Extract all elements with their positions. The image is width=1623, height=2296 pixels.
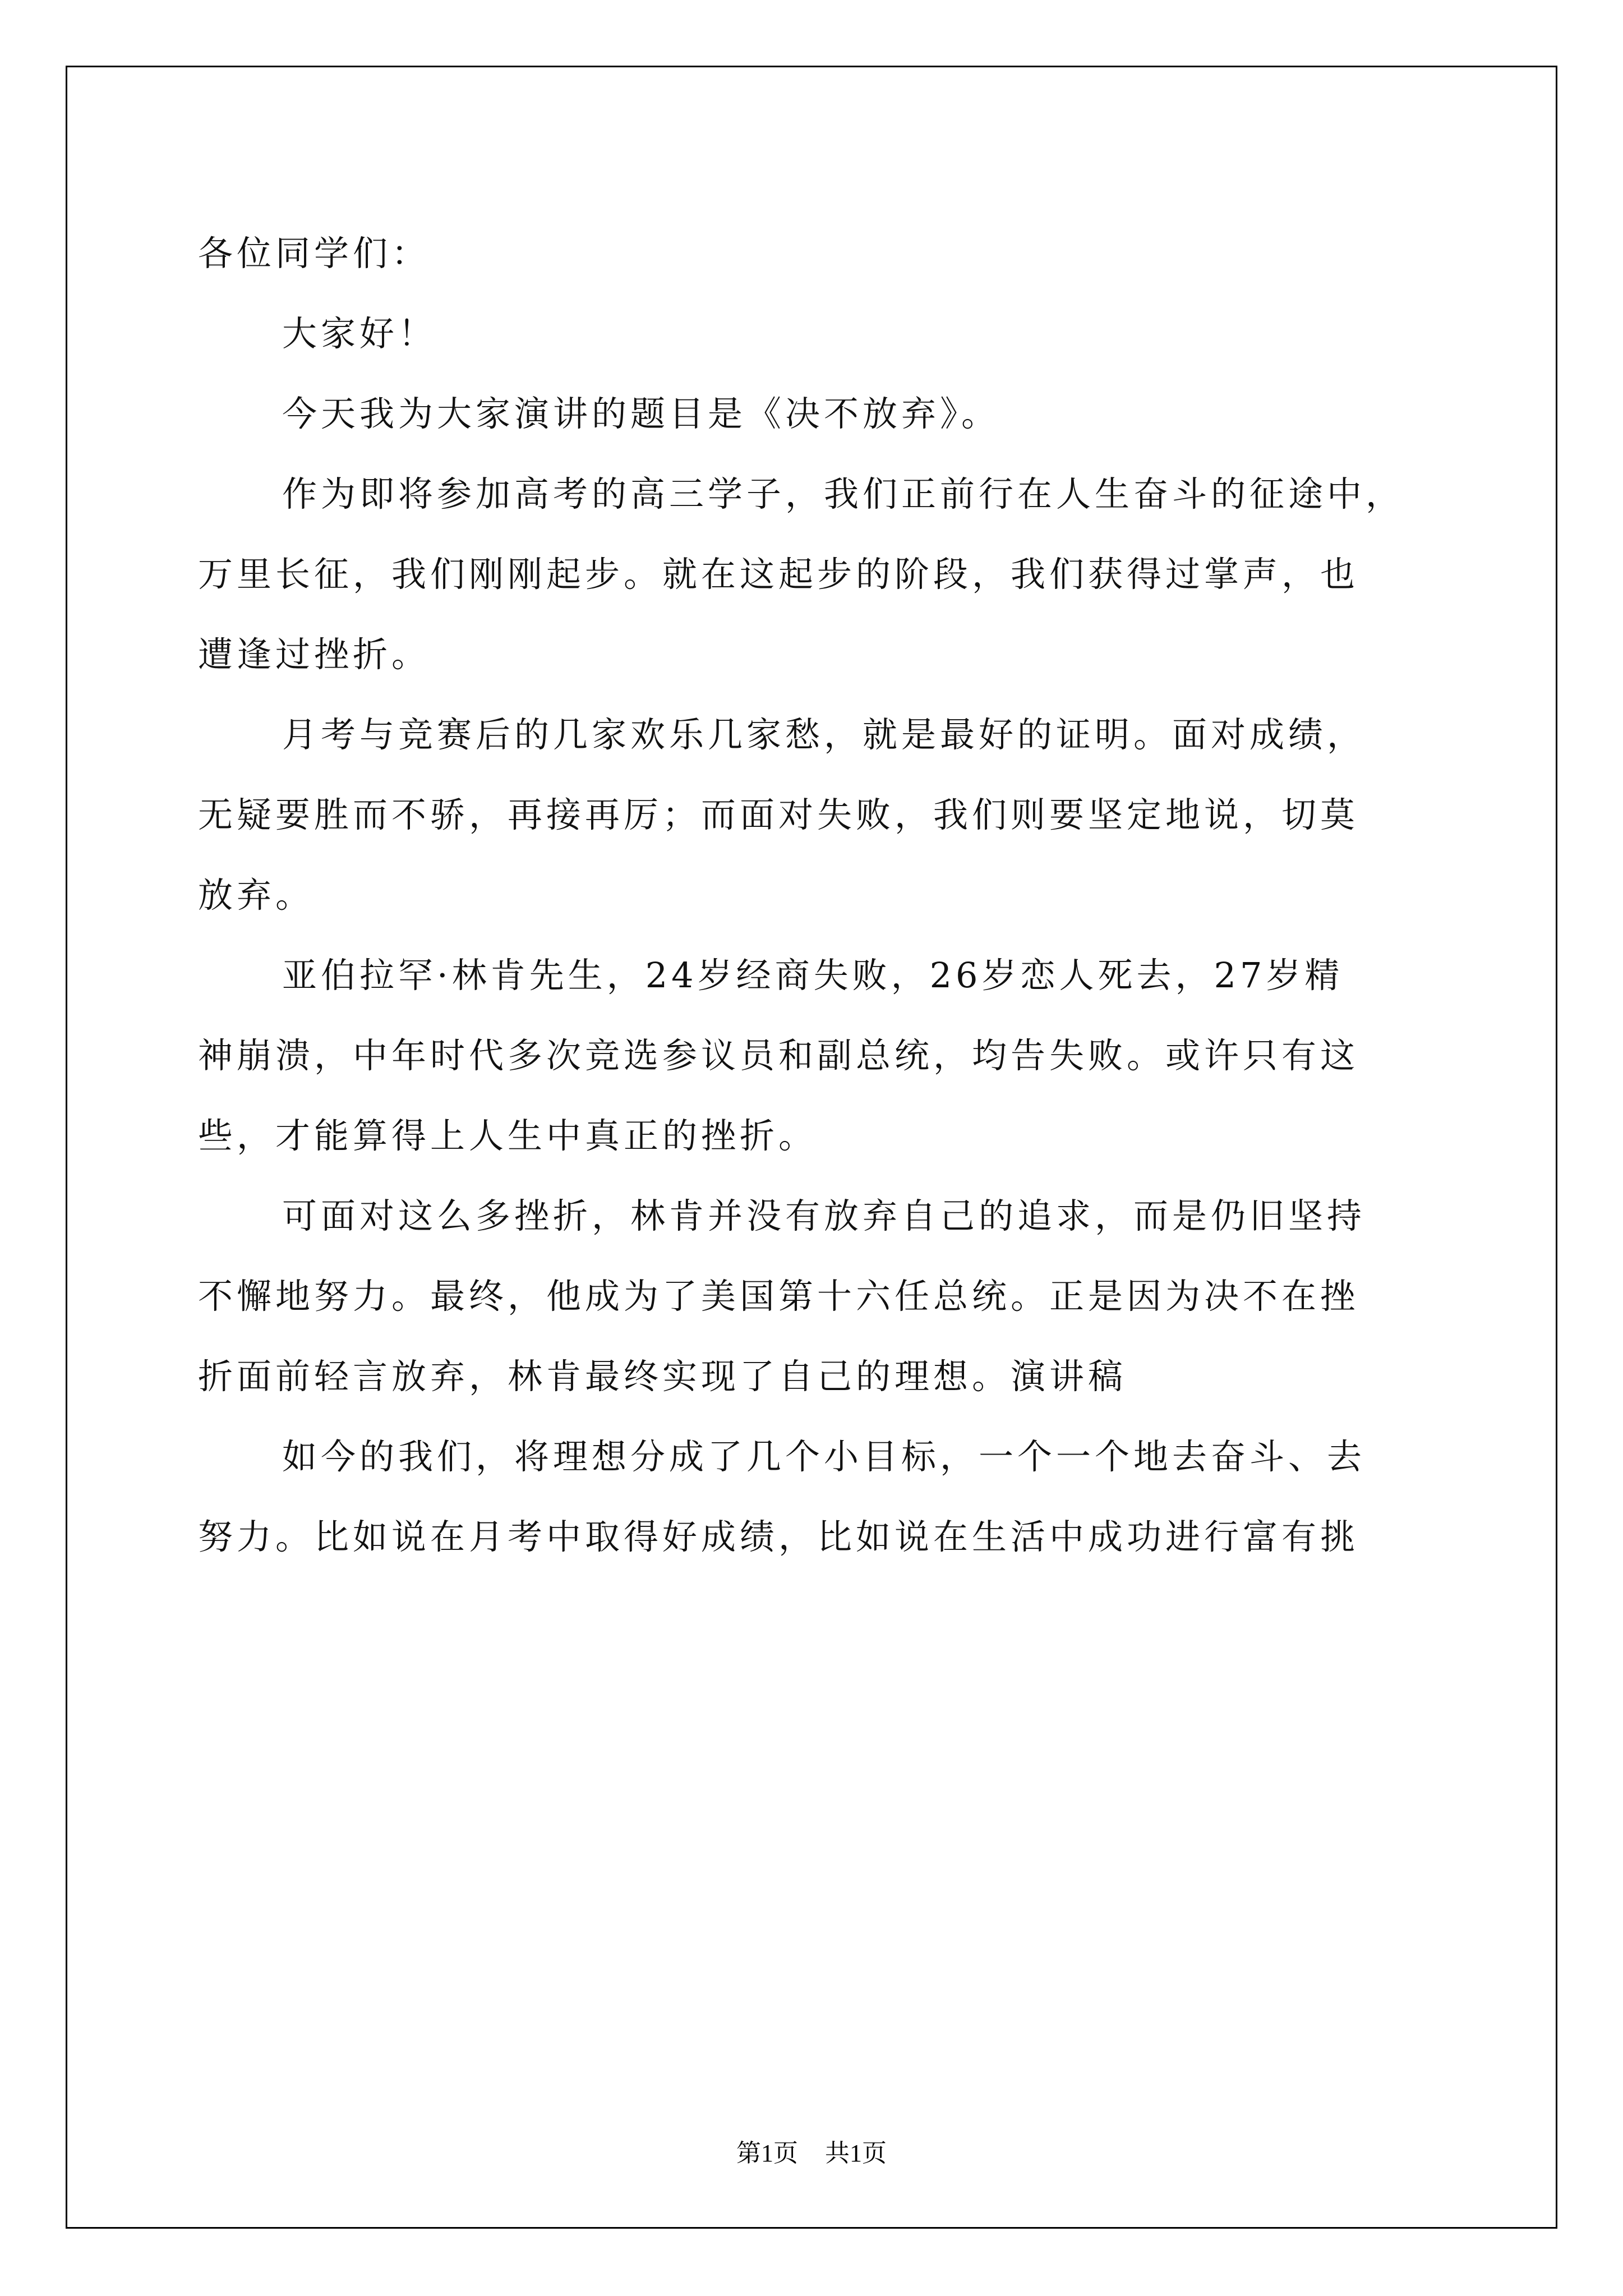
text-line: 不懈地努力。最终，他成为了美国第十六任总统。正是因为决不在挫 (198, 1276, 1359, 1317)
text-line: 些，才能算得上人生中真正的挫折。 (198, 1115, 818, 1156)
page-number-total: 共1页 (825, 2139, 887, 2167)
text-line: 如今的我们，将理想分成了几个小目标，一个一个地去奋斗、去 (282, 1436, 1366, 1477)
text-line: 亚伯拉罕·林肯先生，24岁经商失败，26岁恋人死去，27岁精 (282, 955, 1344, 996)
text-line: 作为即将参加高考的高三学子，我们正前行在人生奋斗的征途中， (282, 473, 1405, 514)
document-body (198, 213, 1440, 1577)
page-number-current: 第1页 (736, 2139, 798, 2167)
text-line: 努力。比如说在月考中取得好成绩，比如说在生活中成功进行富有挑 (198, 1516, 1359, 1557)
text-line: 放弃。 (198, 875, 315, 915)
text-line: 月考与竞赛后的几家欢乐几家愁，就是最好的证明。面对成绩， (282, 714, 1366, 755)
text-line: 大家好！ (282, 313, 437, 354)
page-footer (0, 2133, 1623, 2169)
text-line: 无疑要胜而不骄，再接再厉；而面对失败，我们则要坚定地说，切莫 (198, 794, 1359, 835)
text-line: 神崩溃，中年时代多次竞选参议员和副总统，均告失败。或许只有这 (198, 1035, 1359, 1076)
text-line: 万里长征，我们刚刚起步。就在这起步的阶段，我们获得过掌声，也 (198, 554, 1359, 595)
text-line: 可面对这么多挫折，林肯并没有放弃自己的追求，而是仍旧坚持 (282, 1195, 1366, 1236)
paragraph-lines (198, 293, 1440, 1577)
text-line: 遭逢过挫折。 (198, 634, 431, 675)
text-line: 折面前轻言放弃，林肯最终实现了自己的理想。演讲稿 (198, 1356, 1127, 1397)
text-line: 今天我为大家演讲的题目是《决不放弃》。 (282, 393, 1000, 434)
greeting-line: 各位同学们： (198, 233, 431, 274)
